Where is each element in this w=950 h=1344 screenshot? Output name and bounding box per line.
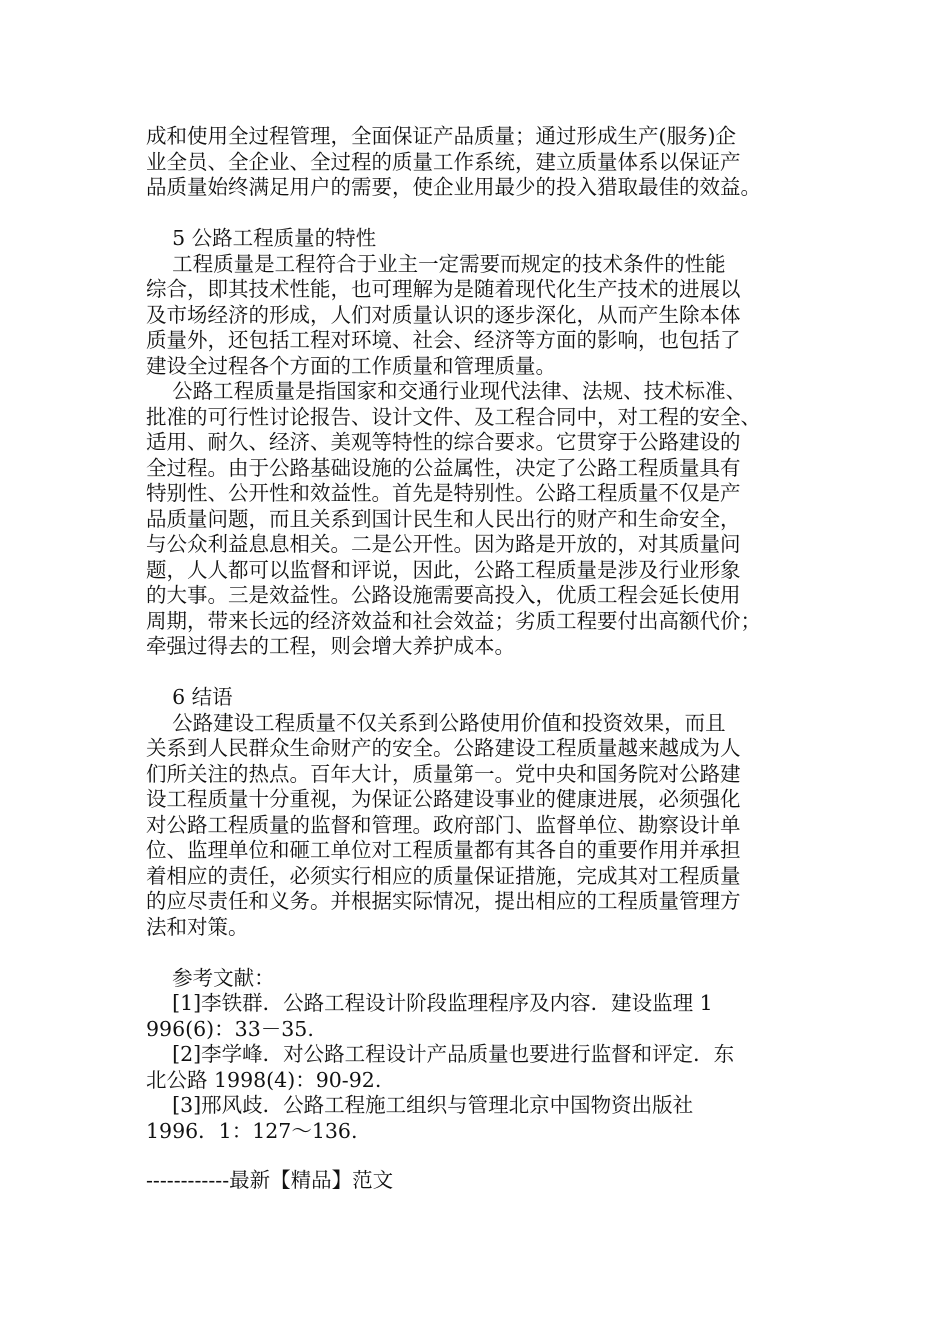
section-5-paragraph-2 — [146, 379, 810, 660]
text-line: [3]邢风歧．公路工程施工组织与管理北京中国物资出版社 — [146, 1093, 694, 1117]
text-line: 全过程。由于公路基础设施的公益属性，决定了公路工程质量具有 — [146, 455, 741, 480]
text-line: 北公路 1998(4)：90-92. — [146, 1067, 382, 1092]
text-line: 与公众利益息息相关。二是公开性。因为路是开放的，对其质量问 — [146, 532, 741, 556]
text-line: 批准的可行性讨论报告、设计文件、及工程合同中，对工程的安全、 — [146, 404, 761, 429]
text-line: [1]李铁群．公路工程设计阶段监理程序及内容．建设监理 1 — [146, 991, 713, 1015]
section-heading: 6 结语 — [146, 685, 233, 709]
references — [146, 966, 810, 1145]
section-6-paragraph-1 — [146, 711, 810, 941]
reference-item — [146, 1042, 810, 1093]
text-line: 成和使用全过程管理，全面保证产品质量；通过形成生产(服务)企 — [146, 124, 736, 148]
spacer — [146, 940, 810, 966]
text-line: 对公路工程质量的监督和管理。政府部门、监督单位、勘察设计单 — [146, 812, 741, 837]
text-line: 周期，带来长远的经济效益和社会效益；劣质工程要付出高额代价； — [146, 608, 761, 633]
text-line: 关系到人民群众生命财产的安全。公路建设工程质量越来越成为人 — [146, 736, 741, 760]
text-line: 业全员、全企业、全过程的质量工作系统，建立质量体系以保证产 — [146, 149, 741, 174]
text-line: 建设全过程各个方面的工作质量和管理质量。 — [146, 353, 556, 378]
text-line: 综合，即其技术性能，也可理解为是随着现代化生产技术的进展以 — [146, 277, 741, 301]
section-6 — [146, 685, 810, 940]
text-line: 位、监理单位和砸工单位对工程质量都有其各自的重要作用并承担 — [146, 838, 741, 862]
text-line: 牵强过得去的工程，则会增大养护成本。 — [146, 634, 515, 658]
text-line: 公路建设工程质量不仅关系到公路使用价值和投资效果，而且 — [146, 710, 726, 735]
reference-item — [146, 1093, 810, 1144]
text-line: 设工程质量十分重视，为保证公路建设事业的健康进展，必须强化 — [146, 787, 741, 811]
text-line: 996(6)：33－35. — [146, 1016, 314, 1041]
text-line: 法和对策。 — [146, 914, 249, 939]
text-line: 着相应的责任，必须实行相应的质量保证措施，完成其对工程质量 — [146, 863, 741, 888]
section-5 — [146, 226, 810, 660]
document-body — [146, 124, 810, 1144]
reference-item — [146, 991, 810, 1042]
text-line: 品质量问题，而且关系到国计民生和人民出行的财产和生命安全， — [146, 506, 741, 531]
text-line: 工程质量是工程符合于业主一定需要而规定的技术条件的性能 — [146, 251, 726, 276]
text-line: [2]李学峰．对公路工程设计产品质量也要进行监督和评定．东 — [146, 1042, 735, 1066]
spacer — [146, 660, 810, 686]
text-line: 的应尽责任和义务。并根据实际情况，提出相应的工程质量管理方 — [146, 889, 741, 913]
references-heading: 参考文献： — [146, 965, 275, 990]
text-line: 的大事。三是效益性。公路设施需要高投入，优质工程会延长使用 — [146, 583, 741, 607]
text-line: 们所关注的热点。百年大计，质量第一。党中央和国务院对公路建 — [146, 761, 741, 786]
text-line: 公路工程质量是指国家和交通行业现代法律、法规、技术标准、 — [146, 379, 747, 403]
text-line: 质量外，还包括工程对环境、社会、经济等方面的影响，也包括了 — [146, 328, 741, 352]
text-line: 1996．1：127～136. — [146, 1118, 358, 1143]
text-line: 适用、耐久、经济、美观等特性的综合要求。它贯穿于公路建设的 — [146, 430, 741, 454]
text-line: 题，人人都可以监督和评说，因此，公路工程质量是涉及行业形象 — [146, 557, 741, 582]
text-line: 特别性、公开性和效益性。首先是特别性。公路工程质量不仅是产 — [146, 481, 741, 505]
spacer — [146, 201, 810, 227]
section-heading: 5 公路工程质量的特性 — [146, 226, 377, 250]
text-line: 品质量始终满足用户的需要，使企业用最少的投入猎取最佳的效益。 — [146, 175, 761, 199]
section-5-paragraph-1 — [146, 252, 810, 380]
intro-paragraph — [146, 124, 810, 201]
footer-banner: ------------最新【精品】范文 — [146, 1168, 394, 1192]
text-line: 及市场经济的形成，人们对质量认识的逐步深化，从而产生除本体 — [146, 302, 741, 327]
